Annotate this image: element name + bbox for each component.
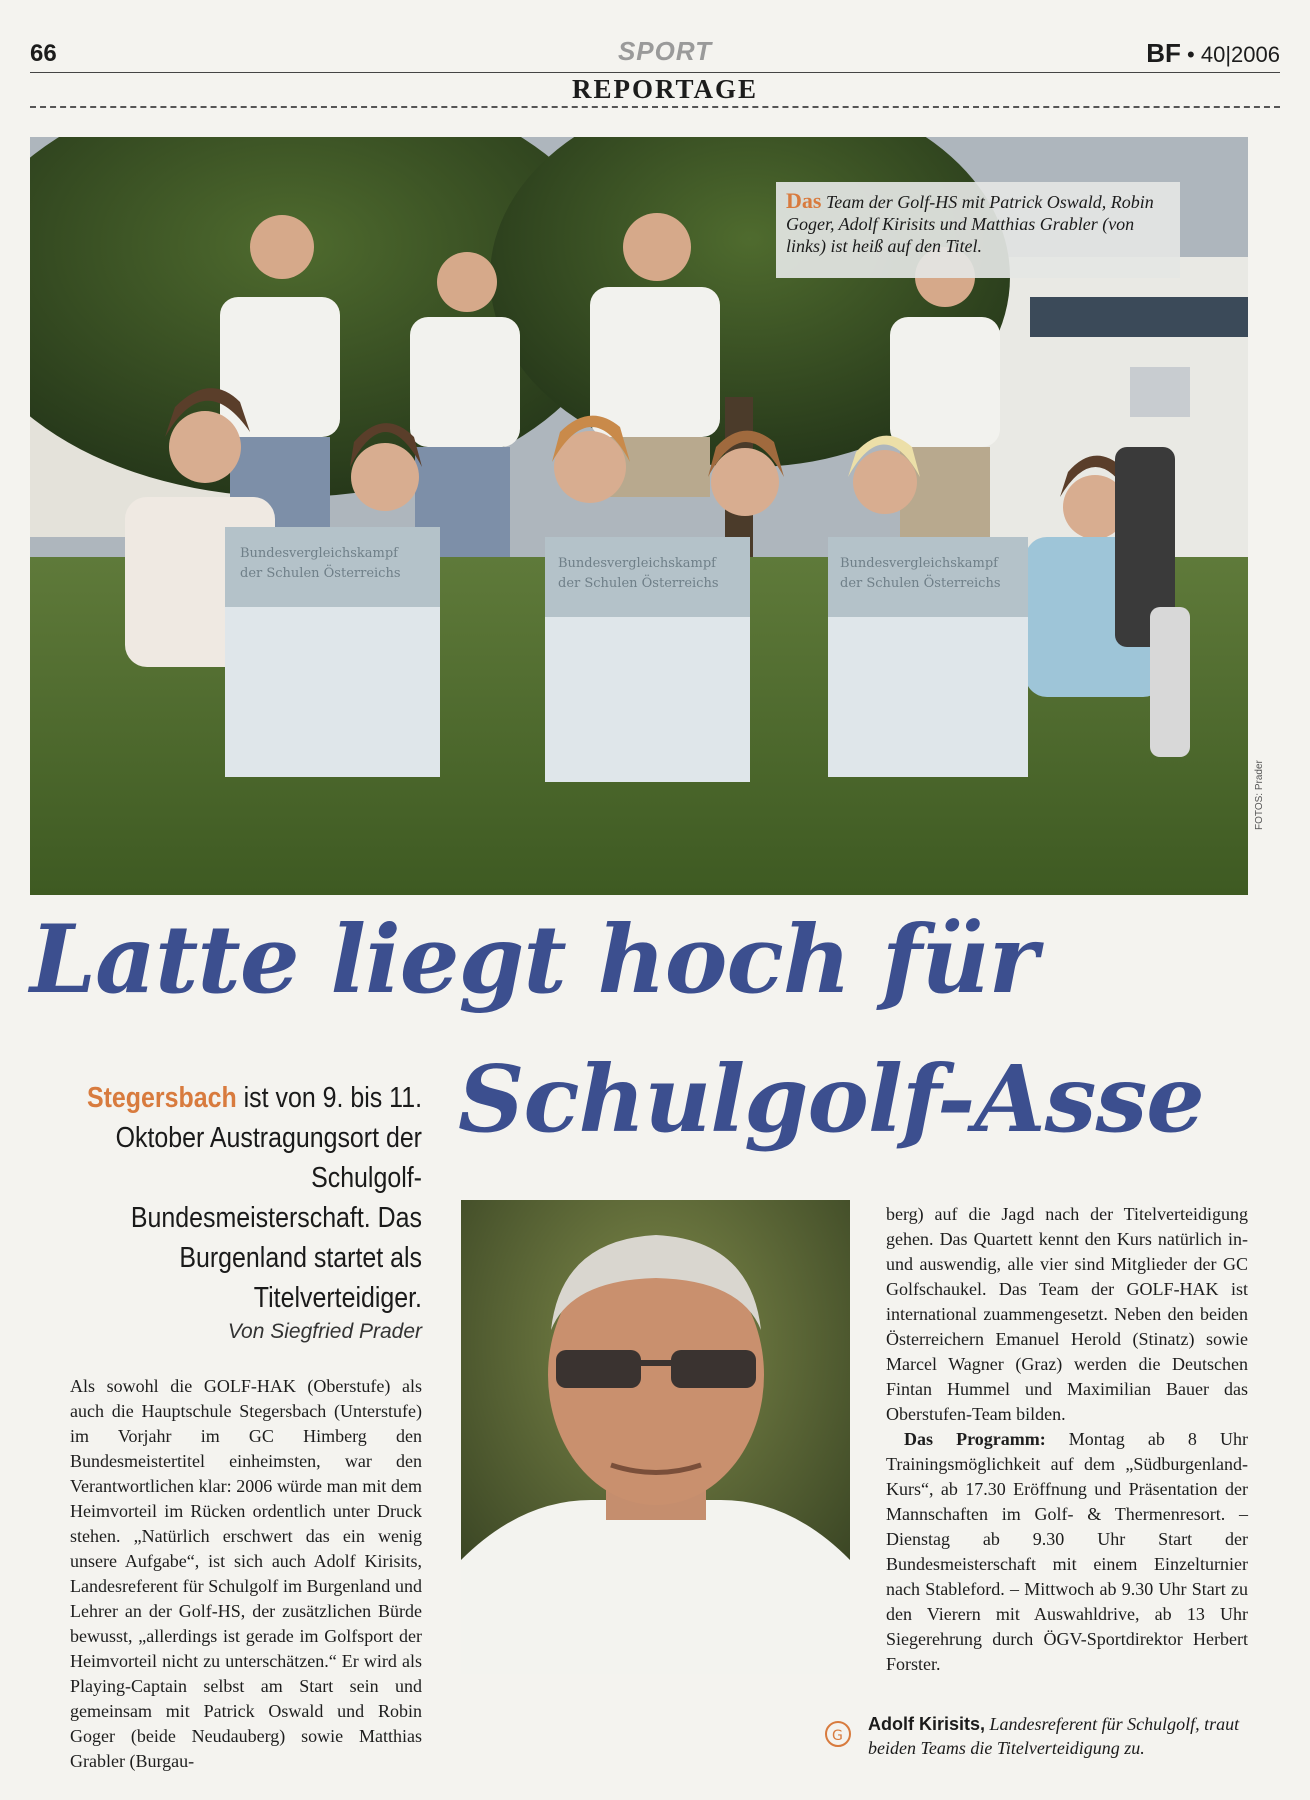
body-col2-paragraph-2 — [886, 1427, 1248, 1677]
photo-caption — [776, 182, 1180, 278]
portrait-photo — [461, 1200, 850, 1674]
headline-line-2: Schulgolf-Asse — [458, 1045, 1204, 1153]
issue-info: BF • 40|2006 — [1146, 38, 1280, 68]
dashed-divider — [30, 106, 1280, 108]
byline: Von Siegfried Prader — [227, 1320, 422, 1343]
poster-text-6: der Schulen Österreichs — [840, 576, 1001, 591]
issue-number: 40|2006 — [1200, 42, 1280, 67]
poster-text-1: Bundesvergleichskampf — [240, 546, 398, 561]
caption-text: Team der Golf-HS mit Patrick Oswald, Robin Goger, Adolf Kirisits und Matthias Grabler (von links) ist heiß auf den Titel. — [786, 192, 1154, 256]
headline-line-1: Latte liegt hoch für — [30, 905, 1038, 1015]
poster-text-3: Bundesvergleichskampf — [558, 556, 716, 571]
body-column-1: Als sowohl die GOLF-HAK (Oberstufe) als auch die Hauptschule Stegersbach (Unterstufe) im Vorjahr im GC Himberg den Bundesmeistertitel einheimsten, war den Verantwortlichen klar: 2006 würde man mit dem Heimvorteil im Rücken ordentlich unter Druck stehen. „Natürlich erschwert das ein wenig unsere Aufgabe“, ist sich auch Adolf Kirisits, Landesreferent für Schulgolf im Burgenland und Lehrer an der Golf-HS, der zusätzlichen Bürde bewusst, „allerdings ist gerade im Golfsport der Heimvorteil nicht zu unterschätzen.“ Er wird als Playing-Captain selbst am Start sein und gemeinsam mit Patrick Oswald und Robin Goger (beide Neudauberg) sowie Matthias Grabler (Burgau- — [70, 1376, 422, 1771]
portrait-name: Adolf Kirisits, — [868, 1714, 986, 1734]
section-title: SPORT — [617, 36, 713, 66]
portrait-caption — [868, 1712, 1248, 1760]
lead-paragraph — [85, 1078, 422, 1318]
body-col2-paragraph-1: berg) auf die Jagd nach der Titelverteidigung gehen. Das Quartett kennt den Kurs natürlich in- und auswendig, alle vier sind Mitglieder der GC Golfschaukel. Das Team der GOLF-HAK ist international zuammengesetzt. Neben den beiden Österreichern Emanuel Herold (Stinatz) sowie Marcel Wagner (Graz) werden die Deutschen Fintan Hummel und Maximilian Bauer das Oberstufen-Team bilden. — [886, 1204, 1248, 1424]
program-text: Montag ab 8 Uhr Trainingsmöglichkeit auf dem „Südburgenland-Kurs“, ab 17.30 Eröffnung und Präsentation der Mannschaften im Golf- & Thermenresort. – Dienstag ab 9.30 Uhr Start der Bundesmeisterschaft mit einem Einzelturnier nach Stableford. – Mittwoch ab 9.30 Uhr Start zu den Vierern mit Auswahldrive, ab 13 Uhr Siegerehrung durch ÖGV-Sportdirektor Herbert Forster. — [886, 1429, 1248, 1674]
caption-lead: Das — [786, 188, 822, 213]
photo-credit: FOTOS: Prader — [1254, 760, 1265, 830]
poster-text-4: der Schulen Österreichs — [558, 576, 719, 591]
poster-text-5: Bundesvergleichskampf — [840, 556, 998, 571]
body-column-2 — [886, 1202, 1248, 1677]
portrait-desc: Landesreferent für Schulgolf, traut beiden Teams die Titelverteidigung zu. — [868, 1714, 1240, 1758]
header-rule — [30, 72, 1280, 73]
lead-place: Stegersbach — [86, 1082, 237, 1114]
publication-logo: BF — [1146, 38, 1181, 68]
subsection-title: REPORTAGE — [571, 74, 759, 104]
program-label: Das Programm: — [904, 1429, 1046, 1449]
svg-text:G: G — [832, 1728, 843, 1744]
golf-logo-icon — [818, 1716, 858, 1761]
page-number: 66 — [30, 40, 57, 67]
lead-text: ist von 9. bis 11. Oktober Austragungsort der Schulgolf-Bundesmeisterschaft. Das Burgenland startet als Titelverteidiger. — [115, 1082, 422, 1314]
poster-text-2: der Schulen Österreichs — [240, 566, 401, 581]
